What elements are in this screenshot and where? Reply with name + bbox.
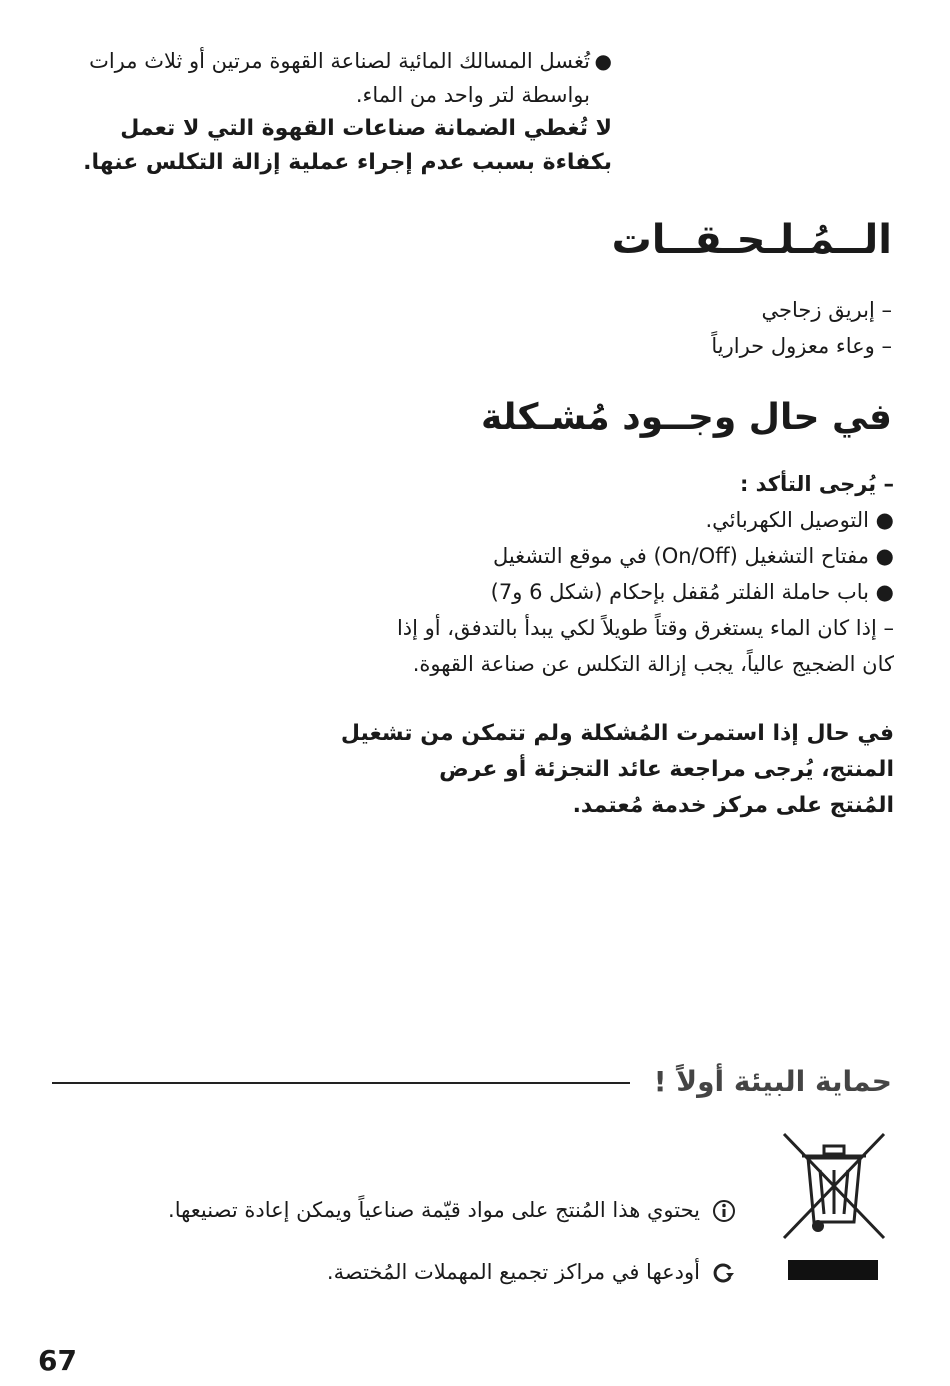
water-line: – إذا كان الماء يستغرق وقتاً طويلاً لكي يبدأ بالتدفق، أو إذا: [396, 616, 894, 640]
intro-section: [42, 44, 612, 180]
service-line: المنتج، يُرجى مراجعة عائد التجزئة أو عرض: [439, 757, 894, 782]
environment-info-text: يحتوي هذا المُنتج على مواد قيّمة صناعياً ويمكن إعادة تصنيعها.: [168, 1198, 700, 1222]
warranty-note: [42, 112, 612, 180]
environment-recycle-text: أودعها في مراكز تجميع المهملات المُختصة.: [326, 1260, 700, 1284]
intro-bullet: [42, 44, 612, 112]
accessory-item: – إبريق زجاجي: [761, 298, 892, 322]
water-line: كان الضجيج عالياً، يجب إزالة التكلس عن صناعة القهوة.: [412, 652, 894, 676]
page-number: 67: [38, 1344, 77, 1377]
intro-bullet-line-1: تُغسل المسالك المائية لصناعة القهوة مرتين أو ثلاث مرات: [89, 49, 590, 73]
warranty-line-1: لا تُغطي الضمانة صناعات القهوة التي لا تعمل: [120, 116, 612, 141]
intro-bullet-line-2: بواسطة لتر واحد من الماء.: [355, 83, 590, 107]
crossed-out-wheelie-bin-icon: [780, 1130, 888, 1242]
bullet-dot: ●: [594, 49, 612, 73]
environment-heading: حماية البيئة أولاً !: [653, 1065, 892, 1098]
info-circle-icon: [712, 1199, 736, 1223]
accessories-heading: الــمُـلـحـقــات: [611, 217, 892, 263]
accessory-item: – وعاء معزول حرارياً: [711, 334, 892, 358]
environment-recycle-row: [327, 1256, 736, 1288]
environment-info-row: [168, 1194, 736, 1226]
check-item: ● التوصيل الكهربائي.: [705, 508, 894, 532]
service-line: في حال إذا استمرت المُشكلة ولم تتمكن من تشغيل: [340, 721, 894, 746]
check-item: ● باب حاملة الفلتر مُقفل بإحكام (شكل 6 و7): [490, 580, 894, 604]
service-note: [334, 716, 894, 824]
black-bar: [788, 1260, 878, 1280]
troubleshooting-heading: في حال وجــود مُشـكلة: [481, 397, 892, 438]
troubleshooting-checks: [397, 466, 894, 682]
service-line: المُنتج على مركز خدمة مُعتمد.: [572, 793, 894, 818]
accessories-list: [711, 292, 892, 364]
warranty-line-2: بكفاءة بسبب عدم إجراء عملية إزالة التكلس عنها.: [83, 150, 612, 175]
check-label: – يُرجى التأكد :: [739, 472, 894, 496]
heading-rule: [52, 1082, 630, 1084]
recycle-arrow-icon: [712, 1261, 736, 1285]
check-item: ● مفتاح التشغيل (On/Off) في موقع التشغيل: [492, 544, 894, 568]
